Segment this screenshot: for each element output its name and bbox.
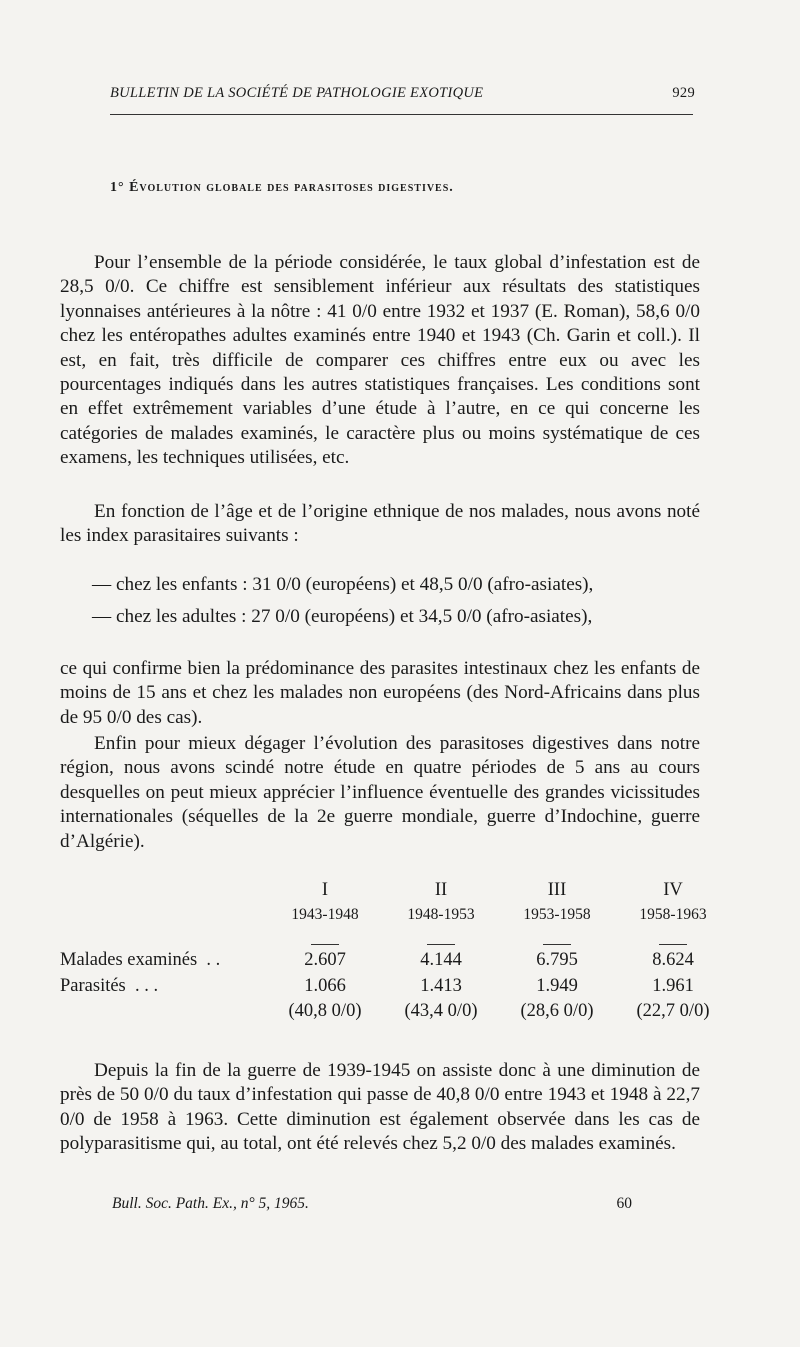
- percent-cell: (28,6 0/0): [520, 1001, 594, 1021]
- column-dash: [260, 930, 390, 951]
- leader-dots: . .: [206, 950, 221, 970]
- paragraph-4: Enfin pour mieux dégager l’évolution des parasitoses digestives dans notre région, nous avons scindé notre étude en quatre périodes de 5 ans au cours desquelles on peut mieux apprécier l’influence éventuelle des grandes vicissitudes internationales (séquelles de la 2e guerre mondiale, guerre d’Indochine, guerre d’Algérie).: [60, 733, 700, 852]
- percent-cell: (43,4 0/0): [404, 1001, 478, 1021]
- table-cell: 4.144: [420, 950, 462, 970]
- table-row: [60, 950, 700, 974]
- table-cell: 1.066: [304, 976, 346, 996]
- column-dash: [608, 930, 738, 951]
- period-range: 1948-1953: [407, 906, 475, 923]
- journal-title: BULLETIN DE LA SOCIÉTÉ DE PATHOLOGIE EXOTIQUE: [110, 85, 484, 101]
- row-label: Parasités . . .: [60, 976, 159, 996]
- table-cell: 1.413: [420, 976, 462, 996]
- period-header: IV: [663, 880, 683, 900]
- sheet-number: 60: [616, 1195, 632, 1212]
- row-label: Malades examinés . .: [60, 950, 221, 970]
- leader-dots: . . .: [135, 976, 159, 996]
- period-header: I: [321, 880, 329, 900]
- period-range: 1958-1963: [639, 906, 707, 923]
- adults-rates-line: — chez les adultes : 27 0/0 (européens) et 34,5 0/0 (afro-asiates),: [92, 606, 593, 627]
- table-cell: 1.949: [536, 976, 578, 996]
- table-range-row: [60, 906, 707, 930]
- paragraph-1: Pour l’ensemble de la période considérée, le taux global d’infestation est de 28,5 0/0. Ce chiffre est sensiblement inférieur aux résultats des statistiques lyonnaises antérieures à la nôtre : 41 0/0 entre 1932 et 1937 (E. Roman), 58,6 0/0 chez les entéropathes adultes examinés entre 1940 et 1943 (Ch. Garin et coll.). Il est, en fait, très difficile de comparer ces chiffres entre eux ou avec les pourcentages indiqués dans les autres statistiques françaises. Les conditions sont en effet extrêmement variables d’une étude à l’autre, en ce qui concerne les catégories de malades examinés, le caractère plus ou moins systématique de ces examens, les techniques utilisées, etc.: [60, 252, 700, 469]
- table-cell: 1.961: [652, 976, 694, 996]
- paragraph-3: ce qui confirme bien la prédominance des parasites intestinaux chez les enfants de moins de 15 ans et chez les malades non européens (des Nord-Africains dans plus de 95 0/0 des cas).: [60, 658, 700, 728]
- table-cell: 2.607: [304, 950, 346, 970]
- percent-cell: (22,7 0/0): [636, 1001, 710, 1021]
- period-range: 1953-1958: [523, 906, 591, 923]
- period-range: 1943-1948: [291, 906, 359, 923]
- percent-cell: (40,8 0/0): [288, 1001, 362, 1021]
- paragraph-5: Depuis la fin de la guerre de 1939-1945 on assiste donc à une diminution de près de 50 0/0 du taux d’infestation qui passe de 40,8 0/0 entre 1943 et 1948 à 22,7 0/0 de 1958 à 1963. Cette diminution est également observée dans les cas de polyparasitisme qui, au total, ont été relevés chez 5,2 0/0 des malades examinés.: [60, 1060, 700, 1155]
- period-header: III: [547, 880, 567, 900]
- paragraph-2: En fonction de l’âge et de l’origine ethnique de nos malades, nous avons noté les index parasitaires suivants :: [60, 501, 700, 547]
- bulletin-reference: Bull. Soc. Path. Ex., n° 5, 1965.: [112, 1195, 309, 1212]
- table-cell: 8.624: [652, 950, 694, 970]
- page-number: 929: [672, 85, 695, 101]
- table-row: [60, 976, 700, 1000]
- header-rule: [110, 114, 693, 115]
- table-period-row: [60, 880, 700, 904]
- table-percent-row: [60, 1001, 710, 1025]
- page-footer: [112, 1195, 632, 1213]
- table-cell: 6.795: [536, 950, 578, 970]
- column-dash: [492, 930, 622, 951]
- section-title: 1° Évolution globale des parasitoses digestives.: [110, 180, 454, 195]
- children-rates-line: — chez les enfants : 31 0/0 (européens) et 48,5 0/0 (afro-asiates),: [92, 574, 594, 595]
- running-header: [110, 85, 695, 102]
- period-header: II: [434, 880, 448, 900]
- column-dash: [376, 930, 506, 951]
